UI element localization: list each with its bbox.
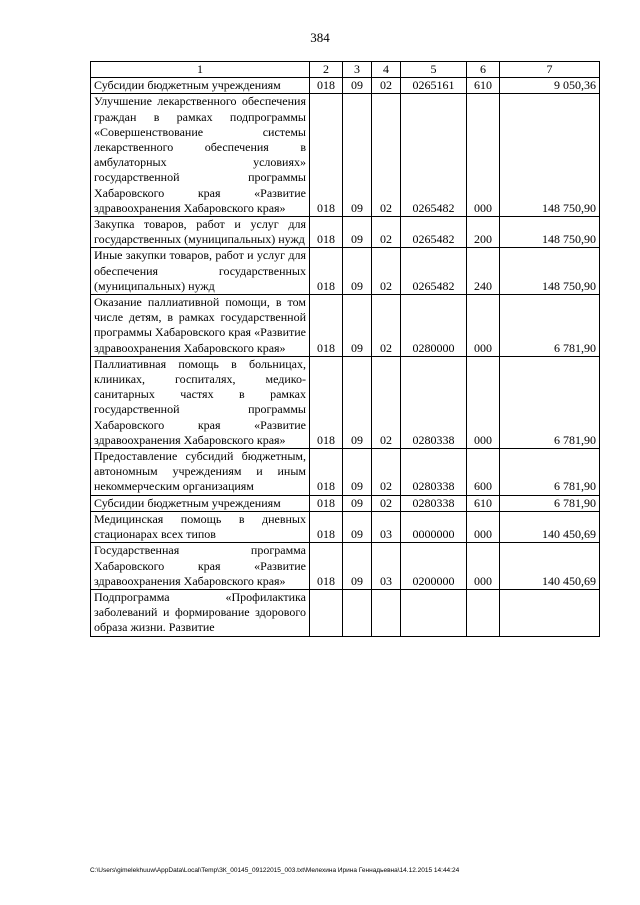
cell-type: 600 [467, 449, 500, 496]
table-row [91, 94, 600, 217]
cell-amount: 148 750,90 [500, 94, 600, 217]
cell-section: 09 [343, 543, 372, 590]
column-header: 4 [372, 62, 401, 78]
column-header: 7 [500, 62, 600, 78]
cell-type: 000 [467, 543, 500, 590]
row-description: Предоставление субсидий бюджетным, автономным учреждениям и иным некоммерческим организациям [91, 449, 310, 496]
cell-code: 018 [310, 449, 343, 496]
cell-target: 0200000 [401, 543, 467, 590]
table-row [91, 248, 600, 295]
cell-section: 09 [343, 511, 372, 542]
row-description: Закупка товаров, работ и услуг для государственных (муниципальных) нужд [91, 217, 310, 248]
cell-code [310, 589, 343, 636]
cell-section: 09 [343, 295, 372, 357]
cell-subsection: 02 [372, 248, 401, 295]
cell-code: 018 [310, 295, 343, 357]
table-row [91, 449, 600, 496]
column-header: 1 [91, 62, 310, 78]
cell-target: 0265482 [401, 94, 467, 217]
row-description: Иные закупки товаров, работ и услуг для обеспечения государственных (муниципальных) нужд [91, 248, 310, 295]
cell-type: 240 [467, 248, 500, 295]
cell-subsection: 02 [372, 449, 401, 496]
column-header: 3 [343, 62, 372, 78]
cell-amount: 6 781,90 [500, 356, 600, 448]
cell-target: 0280338 [401, 356, 467, 448]
cell-code: 018 [310, 248, 343, 295]
cell-target: 0280338 [401, 449, 467, 496]
cell-amount: 6 781,90 [500, 449, 600, 496]
cell-amount [500, 589, 600, 636]
table-row [91, 589, 600, 636]
cell-subsection: 02 [372, 217, 401, 248]
cell-code: 018 [310, 356, 343, 448]
column-header: 2 [310, 62, 343, 78]
budget-table [90, 61, 600, 637]
cell-subsection: 02 [372, 78, 401, 94]
cell-subsection: 02 [372, 94, 401, 217]
cell-type: 000 [467, 94, 500, 217]
cell-amount: 148 750,90 [500, 217, 600, 248]
cell-code: 018 [310, 543, 343, 590]
table-row [91, 543, 600, 590]
row-description: Государственная программа Хабаровского края «Развитие здравоохранения Хабаровского края» [91, 543, 310, 590]
cell-target: 0000000 [401, 511, 467, 542]
row-description: Субсидии бюджетным учреждениям [91, 495, 310, 511]
cell-target [401, 589, 467, 636]
cell-code: 018 [310, 217, 343, 248]
page-number: 384 [310, 30, 330, 45]
cell-subsection: 02 [372, 295, 401, 357]
table-row [91, 295, 600, 357]
cell-target: 0265161 [401, 78, 467, 94]
table-row [91, 511, 600, 542]
cell-code: 018 [310, 511, 343, 542]
cell-amount: 6 781,90 [500, 295, 600, 357]
cell-section: 09 [343, 78, 372, 94]
cell-section: 09 [343, 495, 372, 511]
cell-code: 018 [310, 495, 343, 511]
cell-code: 018 [310, 78, 343, 94]
cell-type: 610 [467, 495, 500, 511]
cell-section: 09 [343, 217, 372, 248]
cell-code: 018 [310, 94, 343, 217]
row-description: Подпрограмма «Профилактика заболеваний и формирование здорового образа жизни. Развитие [91, 589, 310, 636]
cell-type: 610 [467, 78, 500, 94]
table-row [91, 78, 600, 94]
cell-type: 200 [467, 217, 500, 248]
cell-section: 09 [343, 356, 372, 448]
cell-subsection: 02 [372, 495, 401, 511]
cell-amount: 9 050,36 [500, 78, 600, 94]
row-description: Паллиативная помощь в больницах, клиниках, госпиталях, медико-санитарных частях в рамках государственной программы Хабаровского края «Развитие здравоохранения Хабаровского края» [91, 356, 310, 448]
header-row [91, 62, 600, 78]
row-description: Улучшение лекарственного обеспечения граждан в рамках подпрограммы «Совершенствование системы лекарственного обеспечения в амбулаторных условиях» государственной программы Хабаровского края «Развитие здравоохранения Хабаровского края» [91, 94, 310, 217]
cell-subsection [372, 589, 401, 636]
cell-type: 000 [467, 356, 500, 448]
row-description: Субсидии бюджетным учреждениям [91, 78, 310, 94]
document-footer-path: C:\Users\gimelekhuuw\AppData\Local\Temp\ЗК_00145_09122015_003.txt\Мелехина Ирина Геннадьевна\14.12.2015 14:44:24 [90, 867, 460, 874]
cell-subsection: 03 [372, 543, 401, 590]
cell-target: 0265482 [401, 217, 467, 248]
cell-amount: 148 750,90 [500, 248, 600, 295]
cell-section: 09 [343, 248, 372, 295]
cell-amount: 140 450,69 [500, 543, 600, 590]
cell-subsection: 02 [372, 356, 401, 448]
cell-section: 09 [343, 449, 372, 496]
cell-type [467, 589, 500, 636]
column-header: 6 [467, 62, 500, 78]
cell-type: 000 [467, 511, 500, 542]
cell-amount: 6 781,90 [500, 495, 600, 511]
cell-amount: 140 450,69 [500, 511, 600, 542]
column-header: 5 [401, 62, 467, 78]
cell-type: 000 [467, 295, 500, 357]
row-description: Медицинская помощь в дневных стационарах всех типов [91, 511, 310, 542]
cell-target: 0280338 [401, 495, 467, 511]
table-row [91, 495, 600, 511]
table-row [91, 356, 600, 448]
cell-section [343, 589, 372, 636]
cell-section: 09 [343, 94, 372, 217]
cell-subsection: 03 [372, 511, 401, 542]
row-description: Оказание паллиативной помощи, в том числе детям, в рамках государственной программы Хабаровского края «Развитие здравоохранения Хабаровского края» [91, 295, 310, 357]
cell-target: 0280000 [401, 295, 467, 357]
table-row [91, 217, 600, 248]
cell-target: 0265482 [401, 248, 467, 295]
